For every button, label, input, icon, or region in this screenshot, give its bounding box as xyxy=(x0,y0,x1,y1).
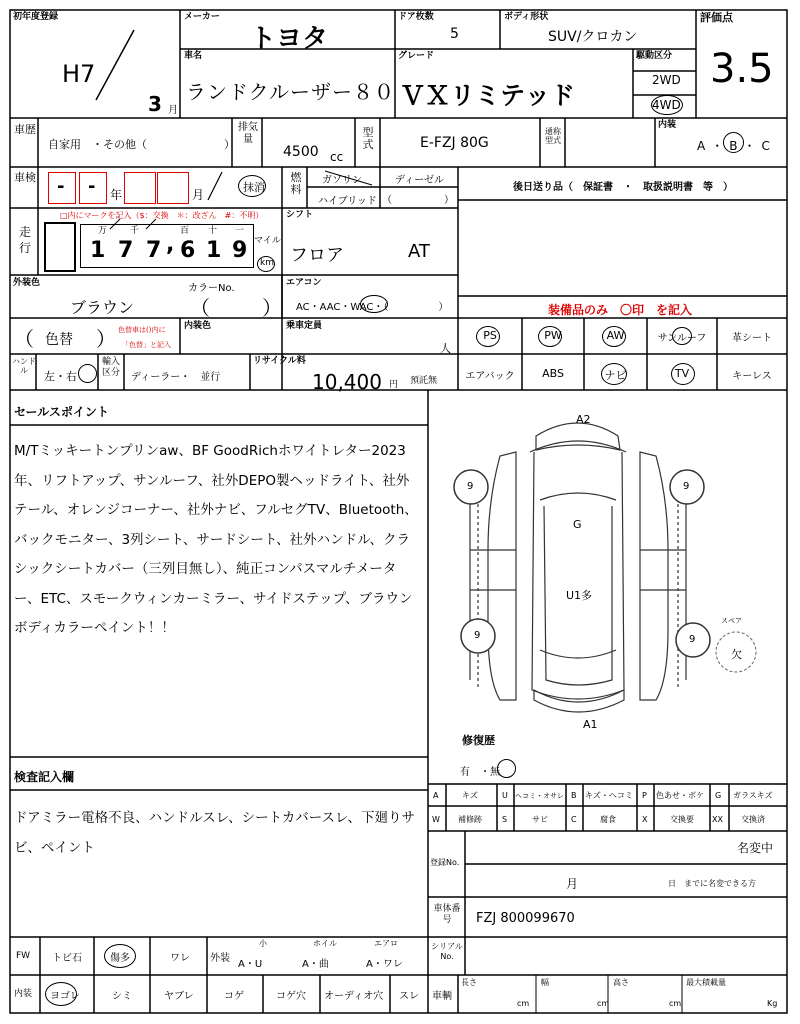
fuel-label: 燃料 xyxy=(290,171,302,196)
inspection-dash-2: - xyxy=(88,176,96,197)
legend-name: 腐食 xyxy=(600,815,616,824)
equip-tv: TV xyxy=(674,367,690,380)
grade-label: グレード xyxy=(398,51,435,61)
drive-label: 駆動区分 xyxy=(636,51,673,61)
repair-selected-circle xyxy=(497,759,516,778)
dim-kg: Kg xyxy=(767,999,778,1008)
capacity-label: 乗車定員 xyxy=(286,321,323,331)
small-label: 小 xyxy=(259,939,267,948)
legend-name: 色あせ・ボケ xyxy=(656,791,704,800)
dim-width-label: 幅 xyxy=(541,978,549,987)
mileage-instruction: □内にマークを記入（$：交換 ＊：改ざん #：不明） xyxy=(60,211,264,220)
drive-selected-circle xyxy=(651,95,683,115)
equipment-title: 装備品のみ 〇印 を記入 xyxy=(548,303,693,317)
repair-history-value: 有 ・無 xyxy=(460,767,500,778)
dimensions-label: 車輌 xyxy=(432,991,452,1002)
tire-rr: 9 xyxy=(689,634,696,645)
ext-color-label: 外装色 xyxy=(13,278,41,288)
interior-damage-label: 内装 xyxy=(14,989,33,999)
inspection-notes-text: ドアミラー電格不良、ハンドルスレ、シートカバースレ、下廻りサビ、ペイント xyxy=(14,810,415,856)
vehicle-history-value: 自家用 ・その他（ ） xyxy=(48,138,235,151)
mileage-digit: 7 xyxy=(118,238,134,263)
mileage-label: 走行 xyxy=(18,225,31,255)
serial-label: シリアルNo. xyxy=(431,942,463,961)
int-selected-circle xyxy=(45,982,77,1006)
body-shape-label: ボディ形状 xyxy=(504,12,549,22)
reg-day-text: 日 までに名変できる方 xyxy=(668,879,756,888)
mileage-unit-juu: 十 xyxy=(208,226,218,236)
score-value: 3.5 xyxy=(710,46,774,92)
legend-code: C xyxy=(571,815,577,824)
legend-code: U xyxy=(502,791,508,800)
aircon-label: エアコン xyxy=(286,278,322,288)
diagram-roof-label: G xyxy=(573,518,582,531)
equip-sunroof: サンルーフ xyxy=(657,333,707,344)
color-no-label: カラーNo. xyxy=(188,283,235,294)
equip-airbag: エアバック xyxy=(465,371,515,382)
wheel-label: ホイル xyxy=(313,939,337,948)
km-circle xyxy=(257,256,275,272)
interior-option-a: A・B・C xyxy=(697,139,776,153)
fw-item: 傷多 xyxy=(110,953,130,964)
registration-era-year: H7 xyxy=(62,60,96,88)
equip-circle xyxy=(601,363,627,385)
aero-opts: A・ワレ xyxy=(366,959,403,970)
color-no-paren-close: ） xyxy=(262,296,282,320)
fw-item: ワレ xyxy=(170,953,190,964)
legend-name: キズ・ヘコミ xyxy=(585,791,633,800)
wheel-opts: A・曲 xyxy=(302,959,329,970)
legend-code: G xyxy=(715,791,722,800)
fw-label: FW xyxy=(16,951,31,961)
inspection-box-3 xyxy=(124,172,156,204)
int-item: オーディオ穴 xyxy=(324,991,384,1002)
recycle-deposit: 預託無 xyxy=(410,376,438,386)
dim-height-label: 高さ xyxy=(613,978,629,987)
equip-pw: PW xyxy=(544,329,562,342)
int-item: コゲ xyxy=(224,991,244,1002)
handle-value: 左・右 xyxy=(44,370,77,383)
name-change-pending: 名変中 xyxy=(737,841,774,855)
grade-value: ＶＸリミテッド xyxy=(400,81,576,110)
repaint-value: 色替 xyxy=(45,332,73,348)
mileage-digit: 1 xyxy=(206,238,222,263)
dimension-dividers xyxy=(458,975,787,1013)
dim-cm: cm xyxy=(597,999,610,1008)
car-name-value: ランドクルーザー８０ xyxy=(186,80,395,104)
handle-label: ハンドル xyxy=(12,357,36,375)
doors-label: ドア枚数 xyxy=(398,12,434,22)
equip-leather: 革シート xyxy=(732,333,772,344)
mileage-mile: マイル xyxy=(254,236,281,246)
dim-length-label: 長さ xyxy=(461,978,477,987)
repaint-paren-close: ） xyxy=(96,327,116,351)
aero-label: エアロ xyxy=(374,939,398,948)
mileage-digit: 1 xyxy=(90,238,106,263)
int-item: シミ xyxy=(112,991,132,1002)
mileage-unit-hyaku: 百 xyxy=(180,226,190,236)
equip-circle xyxy=(602,326,626,347)
int-item: ヤブレ xyxy=(164,991,194,1002)
sales-points-label: セールスポイント xyxy=(14,405,109,419)
equip-ps: PS xyxy=(483,329,497,342)
small-opts: A・U xyxy=(238,959,263,970)
reg-month-unit: 月 xyxy=(566,877,579,891)
chassis-label: 車体番号 xyxy=(433,904,461,925)
import-label: 輸入区分 xyxy=(101,357,120,378)
fuel-paren-open: （ xyxy=(382,195,392,206)
mileage-digit: 9 xyxy=(232,238,248,263)
inspection-month-unit: 月 xyxy=(192,188,205,202)
mileage-digit: 7 xyxy=(146,238,162,263)
tire-fl: 9 xyxy=(467,481,474,492)
registration-month-unit: 月 xyxy=(168,105,178,116)
legend-name: ヘコミ・オサレ xyxy=(515,792,564,800)
dim-cm: cm xyxy=(517,999,530,1008)
ext-color-value: ブラウン xyxy=(70,298,135,317)
legend-code: A xyxy=(433,791,439,800)
equip-abs: ABS xyxy=(542,367,564,380)
equip-circle xyxy=(671,363,695,385)
model-label: 型式 xyxy=(362,126,374,151)
capacity-unit: 人 xyxy=(440,342,451,355)
inspection-year-unit: 年 xyxy=(110,188,123,202)
fuel-diesel: ディーゼル xyxy=(395,175,444,186)
equip-aw: AW xyxy=(606,329,625,342)
legend-name: 交換済 xyxy=(741,815,765,824)
expired-circle xyxy=(238,175,266,197)
displacement-label: 排気量 xyxy=(238,122,258,145)
dim-cm: cm xyxy=(669,999,682,1008)
recycle-unit: 円 xyxy=(389,380,399,390)
legend-name: 補修跡 xyxy=(458,815,482,824)
fw-item: トビ石 xyxy=(52,953,82,964)
legend-name: サビ xyxy=(532,815,548,824)
displacement-unit: cc xyxy=(330,150,344,164)
mileage-unit-sen: 千 xyxy=(130,226,140,236)
sales-points-text: M/Tミッキートンプリンaw、BF GoodRichホワイトレター2023年、リフトアップ、サンルーフ、社外DEPO製ヘッドライト、社外テール、オレンジコーナー、社外ナビ、フルセグTV、Bluetooth、バックモニター、3列シート、サードシート、社外ハンドル、クラシックシートカバー（三列目無し）、純正コンパスマルチメーター、ETC、スモークウィンカーミラー、サイドステップ、ブラウンボディカラーペイント！！ xyxy=(14,443,418,636)
model-value: E-FZJ 80G xyxy=(420,135,489,151)
interior-selected-circle xyxy=(723,132,744,153)
shift-trans: AT xyxy=(408,241,430,262)
equip-circle xyxy=(672,327,692,345)
legend-code: S xyxy=(502,815,508,824)
repair-history-label: 修復歴 xyxy=(462,734,495,747)
repaint-note-2: 「色替」と記入 xyxy=(122,341,171,349)
maker-label: メーカー xyxy=(184,12,220,22)
legend-name: 交換要 xyxy=(670,815,694,824)
int-item: スレ xyxy=(399,991,419,1002)
body-shape-value: SUV/クロカン xyxy=(548,29,638,45)
repaint-paren-open: （ xyxy=(14,327,34,351)
fuel-gasoline: ガソリン xyxy=(322,175,362,186)
inspection-expired: 抹消 xyxy=(243,181,265,194)
tire-fr: 9 xyxy=(683,481,690,492)
int-item: ヨゴレ xyxy=(50,991,80,1002)
vehicle-history-label: 車歴 xyxy=(14,123,36,136)
mileage-comma: , xyxy=(166,232,175,257)
equip-circle xyxy=(476,326,500,347)
legend-code: B xyxy=(571,791,577,800)
tire-rl: 9 xyxy=(474,630,481,641)
diagram-front-label: A2 xyxy=(576,413,591,426)
maker-value: トヨタ xyxy=(250,24,329,54)
int-item: コゲ穴 xyxy=(276,991,306,1002)
diagram-spare-label: スペア xyxy=(721,617,742,625)
shift-type: フロア xyxy=(290,245,344,266)
mileage-km: km xyxy=(260,258,274,268)
fw-selected-circle xyxy=(104,944,136,968)
handle-selected-circle xyxy=(78,364,97,383)
dim-maxload-label: 最大積載量 xyxy=(686,978,726,987)
drive-option-4wd: 4WD xyxy=(652,98,681,112)
inspection-notes-label: 検査記入欄 xyxy=(14,770,75,784)
aircon-selected-circle xyxy=(360,295,388,313)
common-model-label: 通称型式 xyxy=(545,127,561,145)
shift-label: シフト xyxy=(286,210,314,220)
inspection-box-4 xyxy=(157,172,189,204)
mileage-digit: 6 xyxy=(180,238,196,263)
interior-label: 内装 xyxy=(658,120,677,130)
equip-circle xyxy=(538,326,562,347)
documents-label: 後日送り品（ 保証書 ・ 取扱説明書 等 ） xyxy=(513,182,733,193)
fuel-paren-close: ） xyxy=(444,195,454,206)
mileage-unit-man: 万 xyxy=(98,226,108,236)
aircon-value: AC・AAC・WAC・（ ） xyxy=(296,302,449,313)
car-name-label: 車名 xyxy=(184,51,203,61)
car-body-diagram xyxy=(428,390,787,784)
equip-navi: ナビ xyxy=(604,369,627,382)
mileage-unit-ichi: 一 xyxy=(235,226,245,236)
recycle-label: リサイクル料 xyxy=(253,356,306,366)
legend-name: キズ xyxy=(462,791,478,800)
mileage-mark-box xyxy=(44,222,76,272)
score-label: 評価点 xyxy=(700,11,733,24)
reg-no-label: 登録No. xyxy=(430,858,460,867)
recycle-value: 10,400 xyxy=(312,370,382,394)
chassis-value: FZJ 800099670 xyxy=(476,911,575,926)
fuel-hybrid: ハイブリッド xyxy=(318,196,377,207)
registration-label: 初年度登録 xyxy=(13,12,59,22)
inspection-label: 車検 xyxy=(14,171,36,184)
legend-code: P xyxy=(642,791,647,800)
diagram-bonnet-label: U1多 xyxy=(566,589,593,602)
legend-code: XX xyxy=(712,815,723,824)
legend-code: W xyxy=(432,815,440,824)
displacement-value: 4500 xyxy=(283,144,319,160)
diagram-spare-value: 欠 xyxy=(731,648,742,661)
int-color-label: 内装色 xyxy=(184,321,212,331)
inspection-dash-1: - xyxy=(57,176,65,197)
diagram-rear-label: A1 xyxy=(583,718,598,731)
exterior-label: 外装 xyxy=(210,953,230,964)
color-no-paren-open: （ xyxy=(190,296,210,320)
import-value: ディーラー・ 並行 xyxy=(131,372,221,383)
drive-option-2wd: 2WD xyxy=(652,73,681,87)
repaint-note-1: 色替車は()内に xyxy=(118,326,166,334)
doors-value: 5 xyxy=(450,26,459,42)
legend-name: ガラスキズ xyxy=(733,791,773,800)
registration-month: 3 xyxy=(148,92,162,116)
equip-keyless: キーレス xyxy=(732,371,772,382)
legend-code: X xyxy=(642,815,648,824)
